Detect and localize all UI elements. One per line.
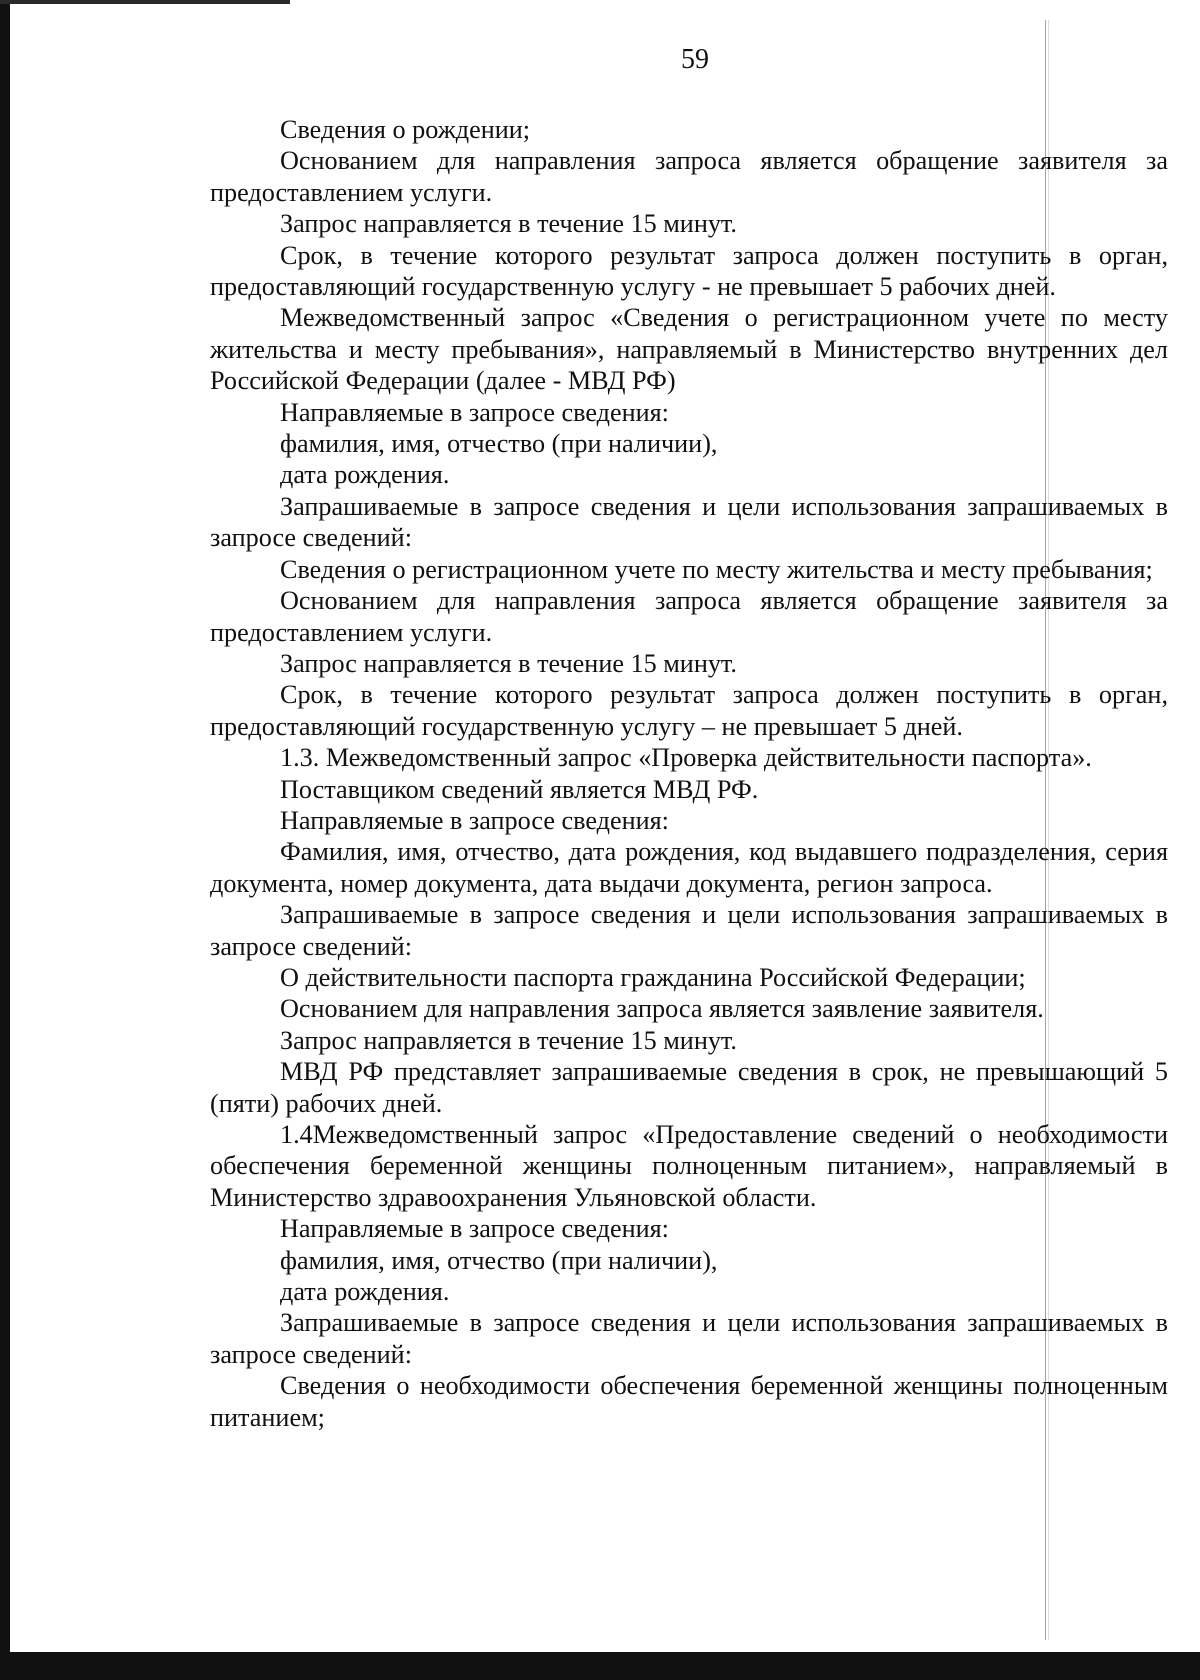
paragraph-sent-data-heading-3: Направляемые в запросе сведения:	[280, 1214, 669, 1244]
paragraph-section-1-4: 1.4Межведомственный запрос «Предоставление сведений о необходимости обеспечения беременной женщины полноценным питанием», направляемый в Министерство здравоохранения Ульяновской области.	[210, 1120, 1168, 1212]
paragraph-requested-data-heading: Запрашиваемые в запросе сведения и цели использования запрашиваемых в запросе сведений:	[210, 491, 1168, 553]
paragraph-section-1-3: 1.3. Межведомственный запрос «Проверка действительности паспорта».	[280, 743, 1092, 773]
paragraph-result-deadline-2: Срок, в течение которого результат запроса должен поступить в орган, предоставляющий государственную услугу – не превышает 5 дней.	[210, 680, 1168, 741]
page-number: 59	[681, 44, 709, 75]
paragraph-sent-data-heading-2: Направляемые в запросе сведения:	[280, 805, 669, 835]
paragraph-result-deadline: Срок, в течение которого результат запроса должен поступить в орган, предоставляющий государственную услугу - не превышает 5 рабочих дней.	[210, 240, 1168, 302]
paragraph-sent-data-birthdate-2: дата рождения.	[280, 1277, 450, 1307]
paragraph-sent-data-birthdate: дата рождения.	[280, 460, 450, 490]
paragraph-requested-data-heading-2: Запрашиваемые в запросе сведения и цели использования запрашиваемых в запросе сведений:	[210, 900, 1168, 961]
scan-left-edge	[0, 0, 10, 1680]
scan-top-edge	[0, 0, 290, 4]
paragraph-request-basis-2: Основанием для направления запроса является обращение заявителя за предоставлением услуги.	[210, 586, 1168, 647]
paragraph-sent-data-name-2: фамилия, имя, отчество (при наличии),	[280, 1245, 718, 1275]
paragraph-request-basis: Основанием для направления запроса является обращение заявителя за предоставлением услуги.	[210, 146, 1168, 207]
paragraph-request-basis-3: Основанием для направления запроса является заявление заявителя.	[280, 994, 1044, 1024]
paragraph-request-timing-2: Запрос направляется в течение 15 минут.	[280, 648, 737, 678]
paragraph-provider: Поставщиком сведений является МВД РФ.	[280, 774, 759, 804]
paragraph-passport-validity: О действительности паспорта гражданина Российской Федерации;	[280, 962, 1026, 992]
document-body	[210, 114, 1168, 1433]
paragraph-mvd-deadline: МВД РФ представляет запрашиваемые сведения в срок, не превышающий 5 (пяти) рабочих дней.	[210, 1057, 1168, 1118]
paragraph-requested-data-heading-3: Запрашиваемые в запросе сведения и цели использования запрашиваемых в запросе сведений:	[210, 1308, 1168, 1369]
paragraph-registration-request: Межведомственный запрос «Сведения о регистрационном учете по месту жительства и месту пребывания», направляемый в Министерство внутренних дел Российской Федерации (далее - МВД РФ)	[210, 303, 1168, 396]
paragraph-birth-info: Сведения о рождении;	[280, 115, 531, 144]
scan-bottom-edge	[0, 1652, 1200, 1680]
paragraph-sent-data-heading: Направляемые в запросе сведения:	[280, 397, 669, 427]
paragraph-request-timing-3: Запрос направляется в течение 15 минут.	[280, 1025, 737, 1055]
paragraph-nutrition-info: Сведения о необходимости обеспечения беременной женщины полноценным питанием;	[210, 1371, 1168, 1432]
paragraph-request-timing: Запрос направляется в течение 15 минут.	[280, 209, 737, 239]
paragraph-registration-info: Сведения о регистрационном учете по месту жительства и месту пребывания;	[280, 554, 1153, 584]
paragraph-sent-data-name: фамилия, имя, отчество (при наличии),	[280, 429, 718, 459]
paragraph-passport-fields: Фамилия, имя, отчество, дата рождения, код выдавшего подразделения, серия документа, номер документа, дата выдачи документа, регион запроса.	[210, 837, 1168, 898]
